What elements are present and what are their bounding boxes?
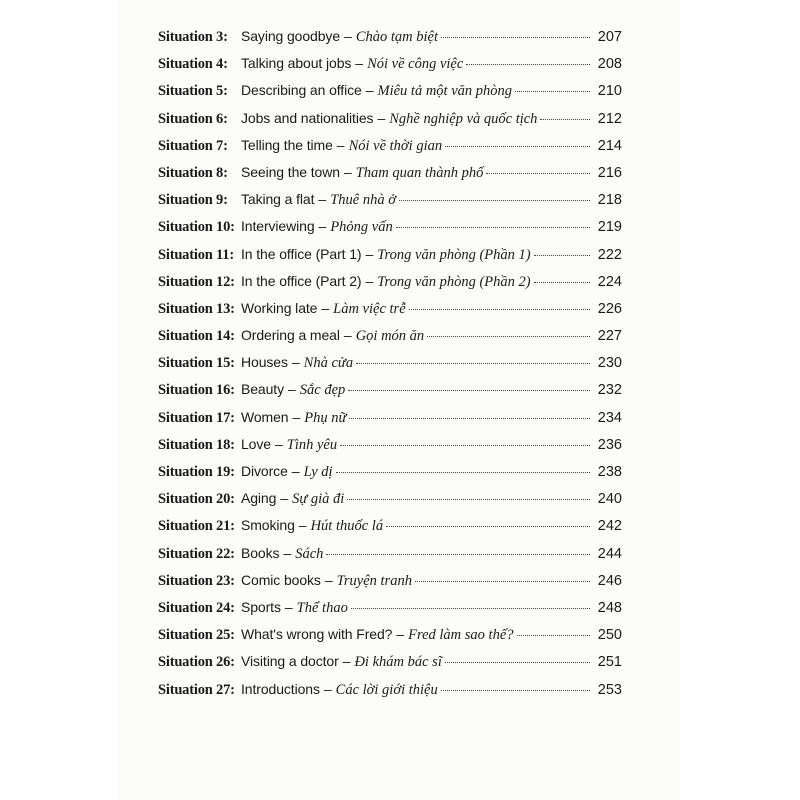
dash: – xyxy=(291,463,300,479)
dash: – xyxy=(343,163,352,180)
page-number: 238 xyxy=(597,464,622,480)
dot-leader xyxy=(336,472,590,473)
toc-entry xyxy=(158,517,622,544)
vietnamese-title: Trong văn phòng (Phần 2) xyxy=(377,273,531,290)
vietnamese-title: Thuê nhà ở xyxy=(330,192,396,209)
dot-leader xyxy=(340,445,590,446)
dot-leader xyxy=(326,554,590,555)
page-number: 244 xyxy=(597,545,622,562)
english-title: Love xyxy=(241,435,271,452)
dot-leader xyxy=(409,309,590,310)
page-number: 230 xyxy=(597,355,622,372)
page-number: 222 xyxy=(597,246,622,263)
english-title: Taking a flat xyxy=(241,191,315,208)
dash: – xyxy=(318,218,327,235)
dash: – xyxy=(274,435,283,452)
toc-entry xyxy=(158,137,622,164)
dash: – xyxy=(284,598,293,615)
page-number: 236 xyxy=(597,436,622,453)
english-title: Women xyxy=(241,408,289,425)
dot-leader xyxy=(515,91,590,92)
page-number: 218 xyxy=(597,192,622,209)
toc-entry xyxy=(158,572,622,599)
situation-label: Situation 24: xyxy=(158,599,235,616)
english-title: Smoking xyxy=(241,517,295,534)
english-title: Telling the time xyxy=(241,136,333,153)
dot-leader xyxy=(396,227,590,228)
toc-entry xyxy=(158,246,622,273)
toc-entry xyxy=(158,28,622,55)
page-number: 216 xyxy=(597,164,622,181)
toc-entry xyxy=(158,545,622,572)
dash: – xyxy=(324,571,333,588)
dash: – xyxy=(288,381,296,398)
dash: – xyxy=(318,191,327,208)
page-number: 214 xyxy=(597,137,622,154)
situation-label: Situation 3: xyxy=(158,29,228,45)
toc-entry xyxy=(158,653,622,680)
page-number: 234 xyxy=(597,409,622,426)
dot-leader xyxy=(415,581,590,582)
situation-label: Situation 14: xyxy=(158,328,235,345)
vietnamese-title: Sách xyxy=(295,545,324,562)
page-number: 253 xyxy=(597,681,622,698)
vietnamese-title: Gọi món ăn xyxy=(355,328,425,345)
dash: – xyxy=(365,245,374,262)
situation-label: Situation 5: xyxy=(158,83,228,100)
vietnamese-title: Trong văn phòng (Phần 1) xyxy=(377,246,531,263)
english-title: Divorce xyxy=(241,463,288,479)
situation-label: Situation 12: xyxy=(158,273,235,290)
vietnamese-title: Thể thao xyxy=(296,599,348,616)
toc-entry xyxy=(158,381,622,408)
toc-entry xyxy=(158,490,622,517)
english-title: Houses xyxy=(241,354,288,371)
toc-entry xyxy=(158,354,622,381)
dash: – xyxy=(280,490,289,507)
english-title: Aging xyxy=(241,490,277,507)
english-title: What's wrong with Fred? xyxy=(241,626,393,643)
page-number: 232 xyxy=(597,382,622,399)
dash: – xyxy=(396,626,405,643)
toc-entry xyxy=(158,436,622,463)
english-title: Beauty xyxy=(241,381,284,398)
situation-label: Situation 7: xyxy=(158,137,228,154)
dash: – xyxy=(292,408,301,425)
english-title: Introductions xyxy=(241,680,320,697)
dot-leader xyxy=(348,390,590,391)
vietnamese-title: Nói về công việc xyxy=(367,56,464,73)
dash: – xyxy=(323,680,332,697)
page-number: 208 xyxy=(597,56,622,73)
english-title: Sports xyxy=(241,598,281,615)
vietnamese-title: Đi khám bác sĩ xyxy=(354,654,442,671)
vietnamese-title: Phỏng vấn xyxy=(330,219,393,236)
page-number: 212 xyxy=(597,110,622,127)
page-number: 224 xyxy=(597,273,622,290)
vietnamese-title: Làm việc trễ xyxy=(333,300,406,317)
situation-label: Situation 4: xyxy=(158,56,228,73)
dot-leader xyxy=(441,37,590,38)
situation-label: Situation 20: xyxy=(158,491,235,508)
dash: – xyxy=(291,354,300,371)
toc-entry xyxy=(158,409,622,436)
dot-leader xyxy=(356,363,590,364)
vietnamese-title: Chào tạm biệt xyxy=(355,29,438,45)
english-title: Books xyxy=(241,544,280,561)
vietnamese-title: Nói về thời gian xyxy=(348,137,443,154)
situation-label: Situation 16: xyxy=(158,382,235,399)
dot-leader xyxy=(534,282,590,283)
page-number: 227 xyxy=(597,328,622,345)
vietnamese-title: Tham quan thành phố xyxy=(355,164,484,181)
dot-leader xyxy=(347,499,590,500)
situation-label: Situation 15: xyxy=(158,355,235,372)
dash: – xyxy=(365,82,374,99)
vietnamese-title: Ly dị xyxy=(303,464,333,480)
toc-entry xyxy=(158,218,622,245)
dot-leader xyxy=(445,146,590,147)
dash: – xyxy=(336,136,345,153)
dot-leader xyxy=(486,173,590,174)
vietnamese-title: Hút thuốc lá xyxy=(310,518,384,535)
toc-entry xyxy=(158,110,622,137)
page-number: 210 xyxy=(597,83,622,100)
vietnamese-title: Truyện tranh xyxy=(336,572,412,589)
toc-entry xyxy=(158,82,622,109)
dash: – xyxy=(298,517,307,534)
dot-leader xyxy=(441,690,590,691)
toc-entry xyxy=(158,273,622,300)
dash: – xyxy=(321,299,330,316)
dot-leader xyxy=(517,635,590,636)
toc-entry xyxy=(158,55,622,82)
page-number: 226 xyxy=(597,300,622,317)
page-number: 242 xyxy=(597,518,622,535)
situation-label: Situation 22: xyxy=(158,545,235,562)
toc-entry xyxy=(158,327,622,354)
vietnamese-title: Miêu tả một văn phòng xyxy=(377,83,513,100)
vietnamese-title: Nhà cửa xyxy=(303,355,354,372)
situation-label: Situation 17: xyxy=(158,409,235,426)
page-number: 219 xyxy=(597,219,622,236)
english-title: Interviewing xyxy=(241,218,315,235)
english-title: Ordering a meal xyxy=(241,327,340,344)
toc-entry xyxy=(158,191,622,218)
dot-leader xyxy=(534,255,590,256)
dot-leader xyxy=(427,336,590,337)
page-number: 240 xyxy=(597,491,622,508)
english-title: In the office (Part 2) xyxy=(241,272,362,289)
dash: – xyxy=(355,55,364,72)
english-title: Visiting a doctor xyxy=(241,653,339,670)
dot-leader xyxy=(540,119,590,120)
situation-label: Situation 6: xyxy=(158,110,228,127)
page-number: 250 xyxy=(597,627,622,644)
page-number: 251 xyxy=(597,654,622,671)
vietnamese-title: Fred làm sao thế? xyxy=(408,627,514,644)
dash: – xyxy=(377,109,386,126)
situation-label: Situation 19: xyxy=(158,464,235,480)
situation-label: Situation 11: xyxy=(158,246,234,263)
dash: – xyxy=(344,28,352,44)
dash: – xyxy=(343,327,352,344)
situation-label: Situation 13: xyxy=(158,300,235,317)
english-title: Seeing the town xyxy=(241,163,340,180)
toc-entry xyxy=(158,463,622,490)
english-title: Describing an office xyxy=(241,82,362,99)
vietnamese-title: Tình yêu xyxy=(286,436,338,453)
dot-leader xyxy=(466,64,590,65)
vietnamese-title: Sự già đi xyxy=(292,491,345,508)
toc-entry xyxy=(158,300,622,327)
vietnamese-title: Phụ nữ xyxy=(304,409,347,426)
dot-leader xyxy=(349,418,590,419)
toc-entry xyxy=(158,681,622,708)
vietnamese-title: Các lời giới thiệu xyxy=(335,681,438,698)
situation-label: Situation 26: xyxy=(158,654,235,671)
english-title: Comic books xyxy=(241,571,321,588)
situation-label: Situation 10: xyxy=(158,219,235,236)
english-title: Talking about jobs xyxy=(241,55,352,72)
page-number: 248 xyxy=(597,599,622,616)
situation-label: Situation 27: xyxy=(158,681,235,698)
dash: – xyxy=(365,272,374,289)
dot-leader xyxy=(386,526,590,527)
page-number: 246 xyxy=(597,572,622,589)
english-title: Saying goodbye xyxy=(241,28,341,44)
situation-label: Situation 8: xyxy=(158,164,228,181)
dash: – xyxy=(342,653,351,670)
situation-label: Situation 9: xyxy=(158,192,228,209)
situation-label: Situation 18: xyxy=(158,436,235,453)
page-number: 207 xyxy=(597,29,622,45)
toc-entry xyxy=(158,164,622,191)
english-title: In the office (Part 1) xyxy=(241,245,362,262)
vietnamese-title: Sắc đẹp xyxy=(299,382,346,399)
dot-leader xyxy=(399,200,590,201)
english-title: Jobs and nationalities xyxy=(241,109,374,126)
english-title: Working late xyxy=(241,299,318,316)
dot-leader xyxy=(445,662,590,663)
vietnamese-title: Nghề nghiệp và quốc tịch xyxy=(389,110,538,127)
situation-label: Situation 21: xyxy=(158,518,235,535)
dot-leader xyxy=(351,608,590,609)
table-of-contents xyxy=(158,28,622,708)
situation-label: Situation 25: xyxy=(158,627,235,644)
dash: – xyxy=(283,544,292,561)
situation-label: Situation 23: xyxy=(158,572,235,589)
toc-entry xyxy=(158,626,622,653)
toc-entry xyxy=(158,599,622,626)
